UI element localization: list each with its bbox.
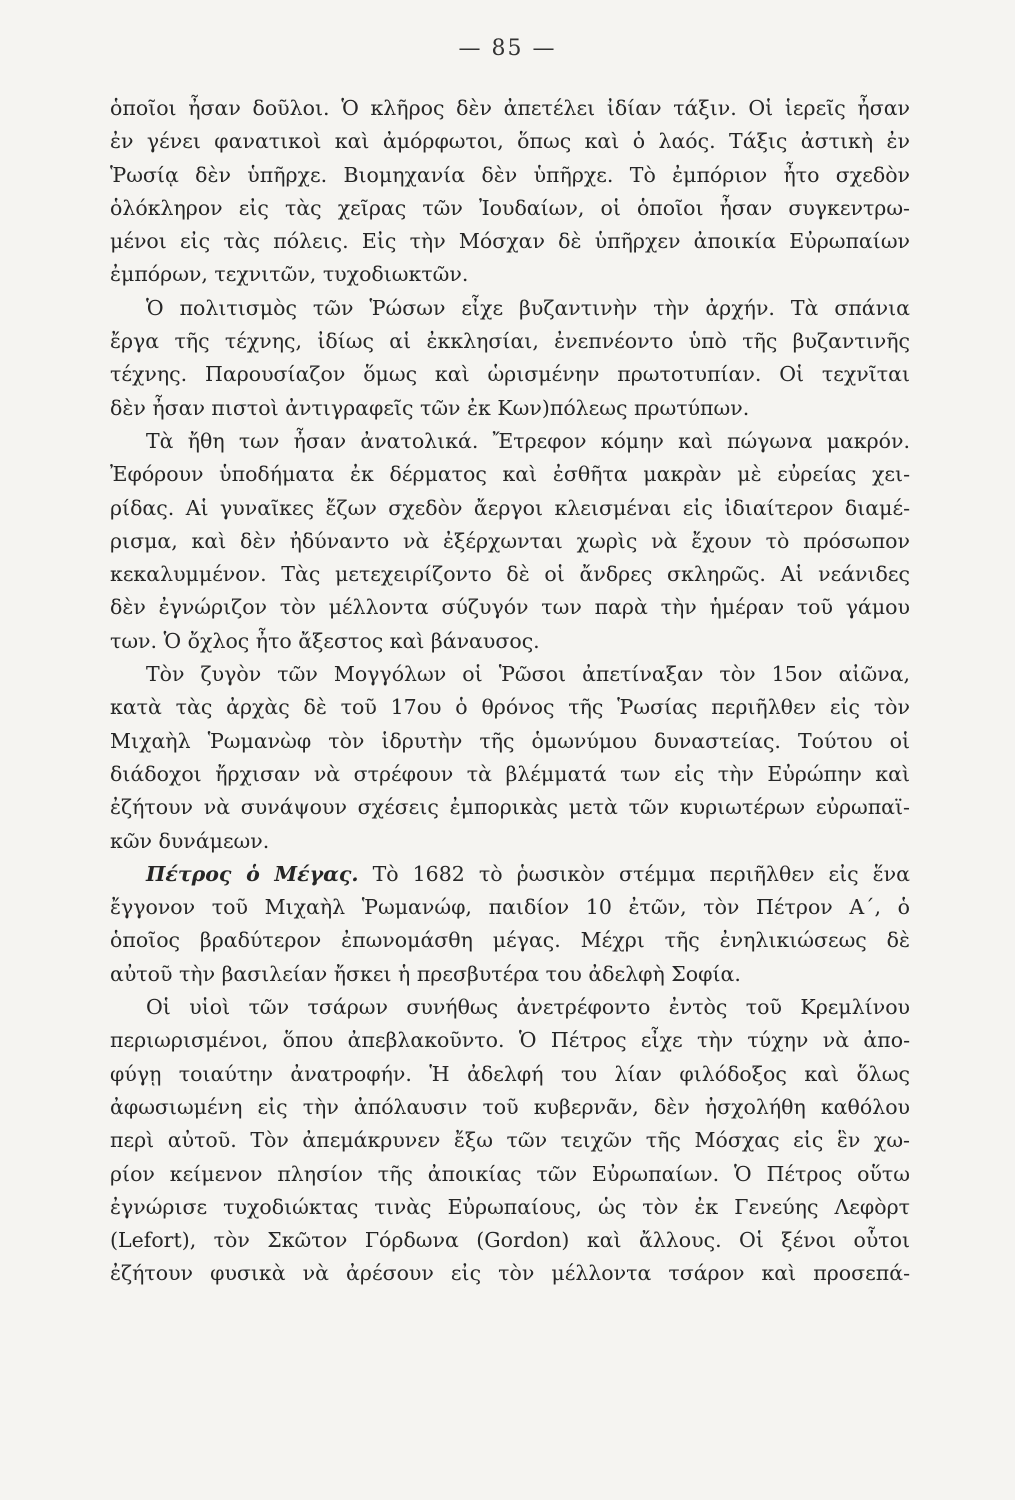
line-text: φύγῃ τοιαύτην ἀνατροφήν. Ἡ ἀδελφή του λίαν φιλόδοξος καὶ ὅλως: [110, 1061, 910, 1086]
line-text: τέχνης. Παρουσίαζον ὅμως καὶ ὡρισμένην πρωτοτυπίαν. Οἱ τεχνῖται: [110, 362, 910, 387]
line-text: μένοι εἰς τὰς πόλεις. Εἰς τὴν Μόσχαν δὲ ὑπῆρχεν ἀποικία Εὐρωπαίων: [110, 229, 910, 254]
body-text: [110, 92, 910, 1291]
line-text: ὁποῖοι ἦσαν δοῦλοι. Ὁ κλῆρος δὲν ἀπετέλει ἰδίαν τάξιν. Οἱ ἱερεῖς ἦσαν: [110, 96, 910, 120]
line-text: ὁλόκληρον εἰς τὰς χεῖρας τῶν Ἰουδαίων, οἱ ὁποῖοι ἦσαν συγκεντρω-: [110, 195, 910, 220]
line-text: ἐζήτουν νὰ συνάψουν σχέσεις ἐμπορικὰς μετὰ τῶν κυριωτέρων εὐρωπαϊ-: [110, 795, 910, 820]
line-text: ἐγνώρισε τυχοδιώκτας τινὰς Εὐρωπαίους, ὡς τὸν ἐκ Γενεύης Λεφὸρτ: [110, 1194, 910, 1219]
text-line: [110, 791, 910, 824]
line-text: περιωρισμένοι, ὅπου ἀπεβλακοῦντο. Ὁ Πέτρος εἶχε τὴν τύχην νὰ ἀπο-: [110, 1028, 910, 1053]
line-text: (Lefort), τὸν Σκῶτον Γόρδωνα (Gordon) καὶ ἄλλους. Οἱ ξένοι οὗτοι: [110, 1228, 910, 1253]
text-line: [110, 125, 910, 158]
text-line: [110, 159, 910, 192]
text-line: [110, 492, 910, 525]
line-text: Τὸν ζυγὸν τῶν Μογγόλων οἱ Ῥῶσοι ἀπετίναξαν τὸν 15ον αἰῶνα,: [146, 662, 910, 687]
text-line: [110, 591, 910, 624]
line-text: Μιχαὴλ Ῥωμανὼφ τὸν ἱδρυτὴν τῆς ὁμωνύμου δυναστείας. Τούτου οἱ: [110, 728, 910, 753]
text-line: [110, 658, 910, 691]
page-number: — 85 —: [458, 36, 557, 61]
line-text: δὲν ἦσαν πιστοὶ ἀντιγραφεῖς τῶν ἐκ Κων)πόλεως πρωτύπων.: [110, 395, 750, 420]
line-text: ἐμπόρων, τεχνιτῶν, τυχοδιωκτῶν.: [110, 262, 469, 287]
line-text: Ῥωσίᾳ δὲν ὑπῆρχε. Βιομηχανία δὲν ὑπῆρχε. Τὸ ἐμπόριον ἦτο σχεδὸν: [110, 162, 910, 187]
line-text: ἔγγονον τοῦ Μιχαὴλ Ῥωμανώφ, παιδίον 10 ἐτῶν, τὸν Πέτρον Α΄, ὁ: [110, 895, 910, 920]
text-line: [110, 1024, 910, 1057]
line-text: Ὁ πολιτισμὸς τῶν Ῥώσων εἶχε βυζαντινὴν τὴν ἀρχήν. Τὰ σπάνια: [146, 295, 910, 320]
line-text: αὐτοῦ τὴν βασιλείαν ἤσκει ἡ πρεσβυτέρα του ἀδελφὴ Σοφία.: [110, 961, 741, 986]
text-line: [110, 192, 910, 225]
text-line: [110, 425, 910, 458]
text-line: [110, 92, 910, 125]
text-line: [110, 392, 910, 425]
text-line: [110, 1124, 910, 1157]
section-heading: Πέτρος ὁ Μέγας.: [146, 861, 359, 886]
text-line: [110, 258, 910, 291]
line-text: ρίδας. Αἱ γυναῖκες ἔζων σχεδὸν ἄεργοι κλεισμέναι εἰς ἰδιαίτερον διαμέ-: [110, 495, 910, 520]
line-text: Τὸ 1682 τὸ ῥωσικὸν στέμμα περιῆλθεν εἰς ἕνα: [372, 861, 910, 886]
text-line: [110, 358, 910, 391]
line-text: Τὰ ἤθη των ἦσαν ἀνατολικά. Ἔτρεφον κόμην καὶ πώγωνα μακρόν.: [146, 428, 910, 453]
line-text: κατὰ τὰς ἀρχὰς δὲ τοῦ 17ου ὁ θρόνος τῆς Ῥωσίας περιῆλθεν εἰς τὸν: [110, 695, 910, 720]
text-line: [110, 1158, 910, 1191]
text-line: [110, 1257, 910, 1290]
text-line: [110, 525, 910, 558]
line-text: Ἐφόρουν ὑποδήματα ἐκ δέρματος καὶ ἐσθῆτα μακρὰν μὲ εὐρείας χει-: [110, 462, 910, 487]
text-line: [110, 225, 910, 258]
line-text: ρίον κείμενον πλησίον τῆς ἀποικίας τῶν Εὐρωπαίων. Ὁ Πέτρος οὕτω: [110, 1161, 910, 1186]
text-line: [110, 625, 910, 658]
line-text: διάδοχοι ἤρχισαν νὰ στρέφουν τὰ βλέμματά των εἰς τὴν Εὐρώπην καὶ: [110, 761, 910, 786]
text-line: [110, 691, 910, 724]
line-text: ἐζήτουν φυσικὰ νὰ ἀρέσουν εἰς τὸν μέλλοντα τσάρον καὶ προσεπά-: [110, 1261, 910, 1286]
text-line: [110, 292, 910, 325]
text-line: [110, 825, 910, 858]
text-line: [110, 858, 910, 891]
text-line: [110, 325, 910, 358]
line-text: περὶ αὐτοῦ. Τὸν ἀπεμάκρυνεν ἔξω τῶν τειχῶν τῆς Μόσχας εἰς ἓν χω-: [110, 1128, 910, 1153]
line-text: των. Ὁ ὄχλος ἦτο ἄξεστος καὶ βάναυσος.: [110, 628, 540, 653]
text-line: [110, 758, 910, 791]
line-text: Οἱ υἱοὶ τῶν τσάρων συνήθως ἀνετρέφοντο ἐντὸς τοῦ Κρεμλίνου: [146, 995, 910, 1020]
line-text: ὁποῖος βραδύτερον ἐπωνομάσθη μέγας. Μέχρι τῆς ἐνηλικιώσεως δὲ: [110, 928, 910, 953]
text-line: [110, 924, 910, 957]
text-line: [110, 1058, 910, 1091]
line-text: ρισμα, καὶ δὲν ἠδύναντο νὰ ἐξέρχωνται χωρὶς νὰ ἔχουν τὸ πρόσωπον: [110, 528, 910, 553]
line-text: δὲν ἐγνώριζον τὸν μέλλοντα σύζυγόν των παρὰ τὴν ἡμέραν τοῦ γάμου: [110, 595, 910, 620]
line-text: κεκαλυμμένον. Τὰς μετεχειρίζοντο δὲ οἱ ἄνδρες σκληρῶς. Αἱ νεάνιδες: [110, 562, 910, 587]
text-line: [110, 1224, 910, 1257]
line-text: ἔργα τῆς τέχνης, ἰδίως αἱ ἐκκλησίαι, ἐνεπνέοντο ὑπὸ τῆς βυζαντινῆς: [110, 329, 910, 354]
text-line: [110, 891, 910, 924]
text-line: [110, 725, 910, 758]
text-line: [110, 558, 910, 591]
line-text: ἐν γένει φανατικοὶ καὶ ἀμόρφωτοι, ὅπως καὶ ὁ λαός. Τάξις ἀστικὴ ἐν: [110, 129, 910, 154]
line-text: κῶν δυνάμεων.: [110, 828, 270, 853]
text-line: [110, 958, 910, 991]
text-line: [110, 991, 910, 1024]
text-line: [110, 1191, 910, 1224]
text-line: [110, 1091, 910, 1124]
line-text: ἀφωσιωμένη εἰς τὴν ἀπόλαυσιν τοῦ κυβερνᾶν, δὲν ἠσχολήθη καθόλου: [110, 1094, 910, 1119]
text-line: [110, 458, 910, 491]
